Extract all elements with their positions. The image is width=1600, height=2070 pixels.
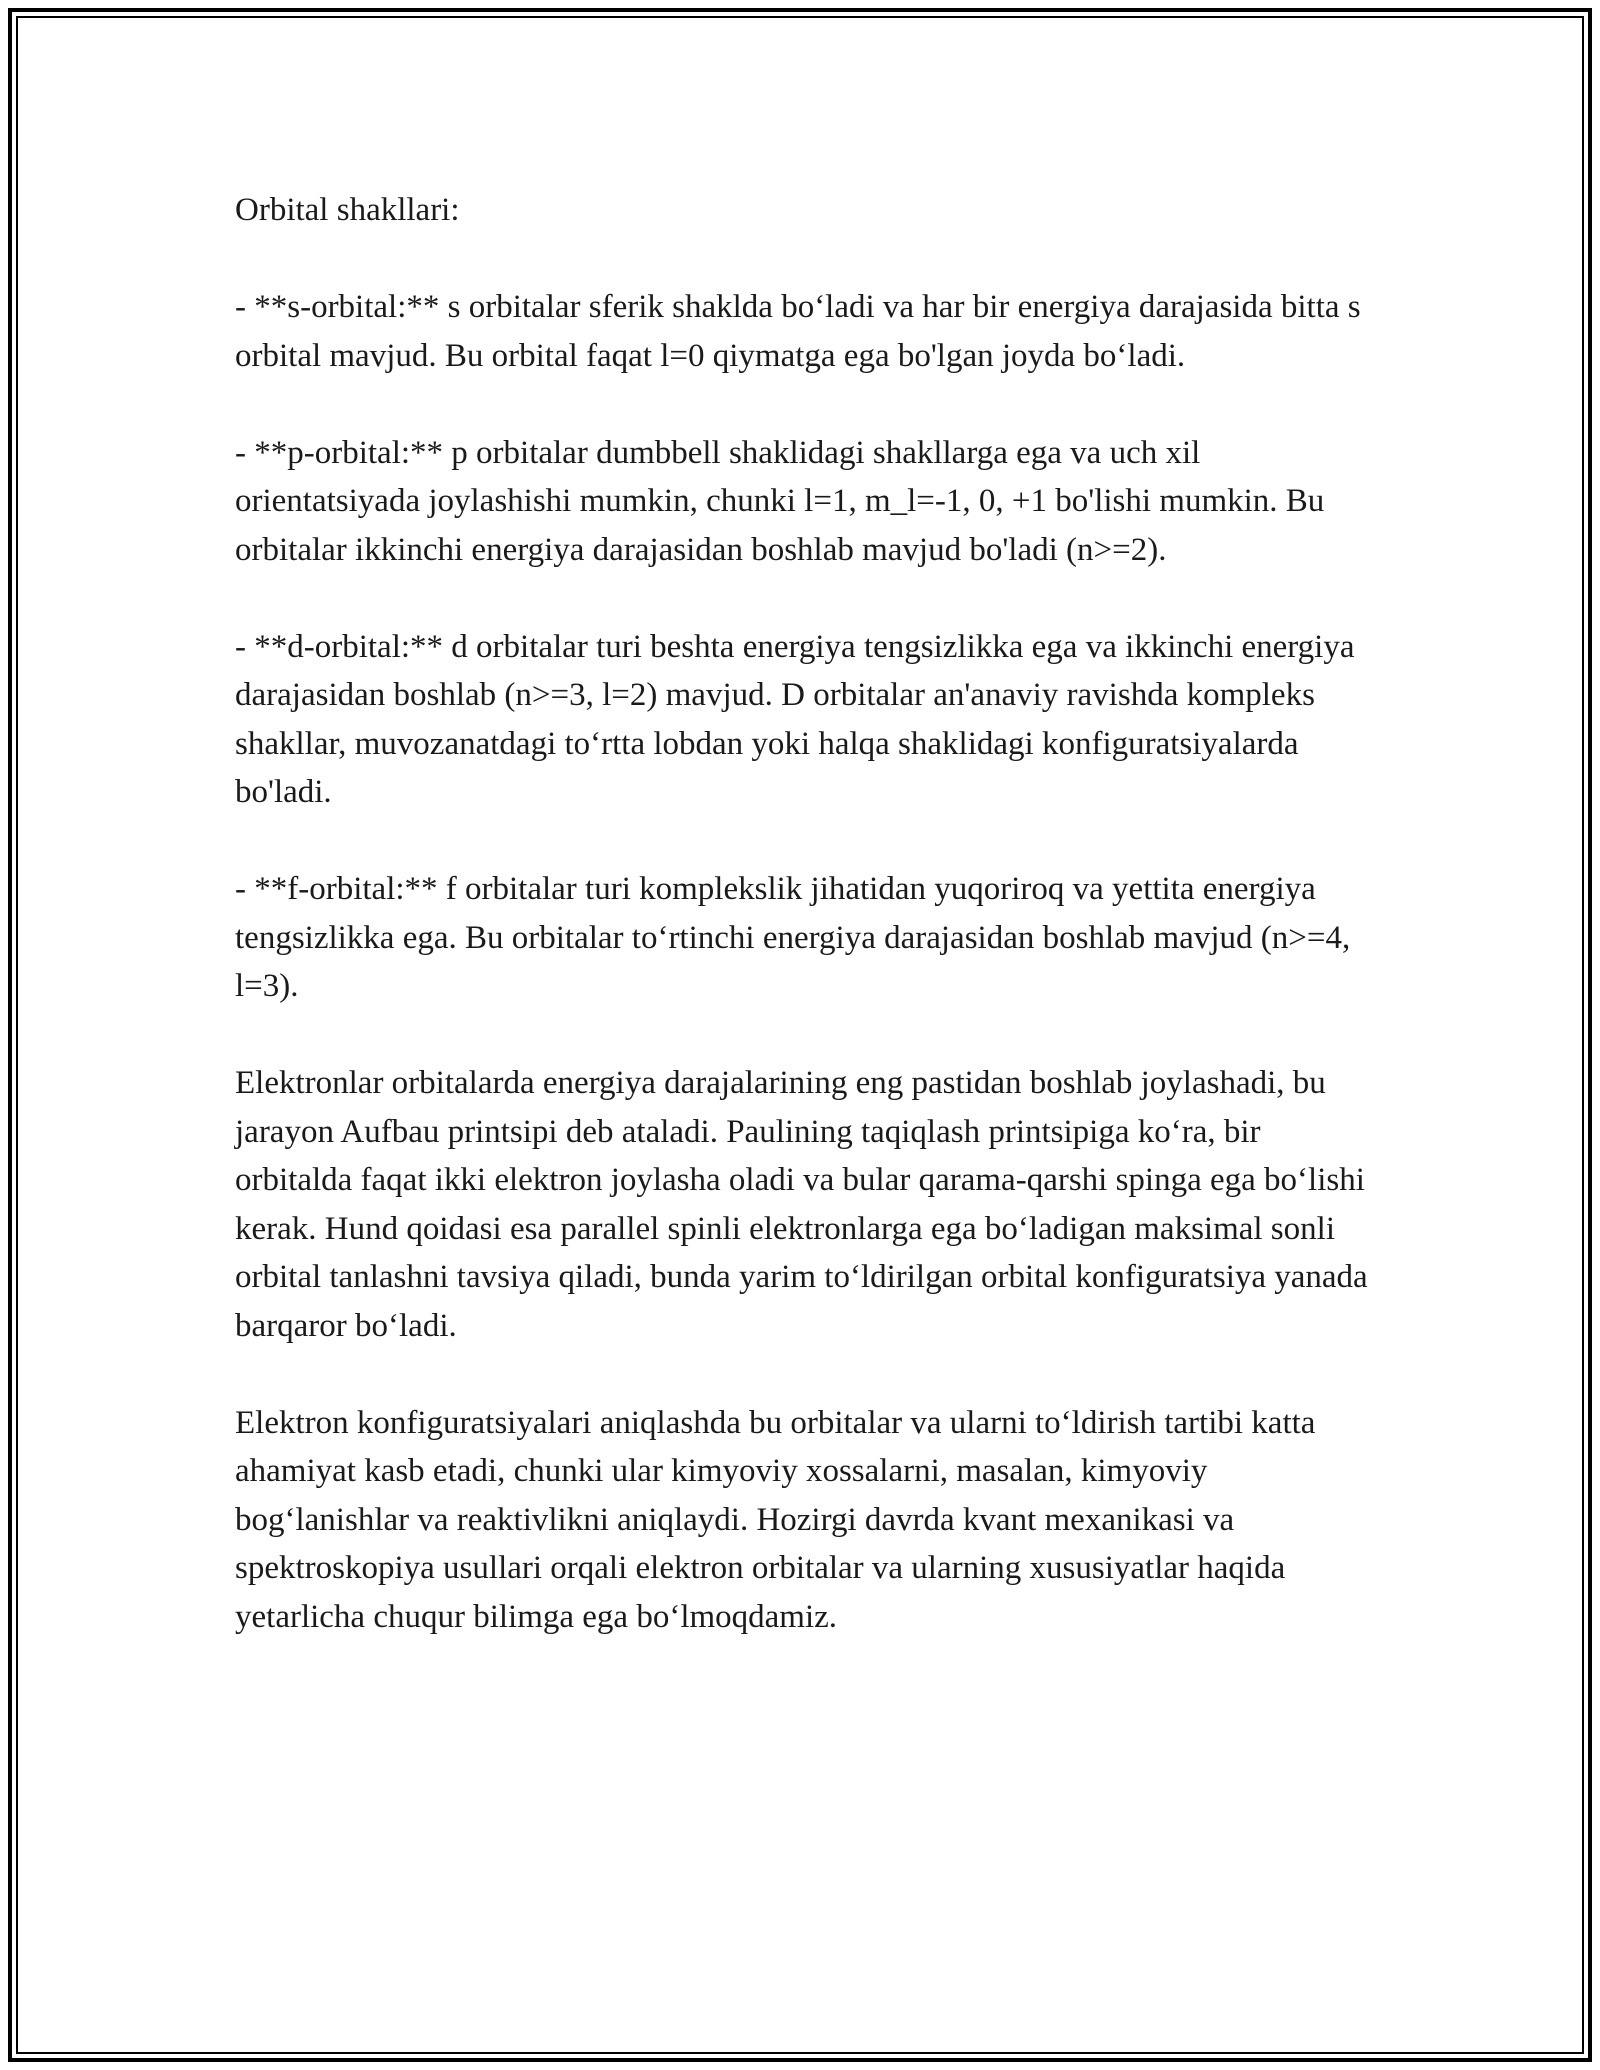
paragraph-p-orbital: - **p-orbital:** p orbitalar dumbbell shaklidagi shakllarga ega va uch xil orientatsiyada joylashishi mumkin, chunki l=1, m_l=-1, 0, +1 bo'lishi mumkin. Bu orbitalar ikkinchi energiya darajasidan boshlab mavjud bo'ladi (n>=2). [235, 434, 1325, 568]
paragraph-electron-filling: Elektronlar orbitalarda energiya darajalarining eng pastidan boshlab joylashadi, bu jarayon Aufbau printsipi deb ataladi. Paulining taqiqlash printsipiga ko‘ra, bir orbitalda faqat ikki elektron joylasha oladi va bular qarama-qarshi spinga ega bo‘lishi kerak. Hund qoidasi esa parallel spinli elektronlarga ega bo‘ladigan maksimal sonli orbital tanlashni tavsiya qiladi, bunda yarim to‘ldirilgan orbital konfiguratsiya yanada barqaror bo‘ladi. [235, 1065, 1368, 1344]
paragraph-s-orbital: - **s-orbital:** s orbitalar sferik shaklda bo‘ladi va har bir energiya darajasida bitta s orbital mavjud. Bu orbital faqat l=0 qiymatga ega bo'lgan joyda bo‘ladi. [235, 289, 1361, 374]
paragraph-electron-configuration: Elektron konfiguratsiyalari aniqlashda bu orbitalar va ularni to‘ldirish tartibi katta ahamiyat kasb etadi, chunki ular kimyoviy xossalarni, masalan, kimyoviy bog‘lanishlar va reaktivlikni aniqlaydi. Hozirgi davrda kvant mexanikasi va spektroskopiya usullari orqali elektron orbitalar va ularning xususiyatlar haqida yetarlicha chuqur bilimga ega bo‘lmoqdamiz. [235, 1404, 1316, 1635]
document-heading: Orbital shakllari: [235, 192, 460, 228]
document-body [235, 186, 1385, 1641]
paragraph-d-orbital: - **d-orbital:** d orbitalar turi beshta energiya tengsizlikka ega va ikkinchi energiya darajasidan boshlab (n>=3, l=2) mavjud. D orbitalar an'anaviy ravishda kompleks shakllar, muvozanatdagi to‘rtta lobdan yoki halqa shaklidagi konfiguratsiyalarda bo'ladi. [235, 628, 1355, 810]
paragraph-f-orbital: - **f-orbital:** f orbitalar turi komplekslik jihatidan yuqoriroq va yettita energiya tengsizlikka ega. Bu orbitalar to‘rtinchi energiya darajasidan boshlab mavjud (n>=4, l=3). [235, 871, 1351, 1004]
